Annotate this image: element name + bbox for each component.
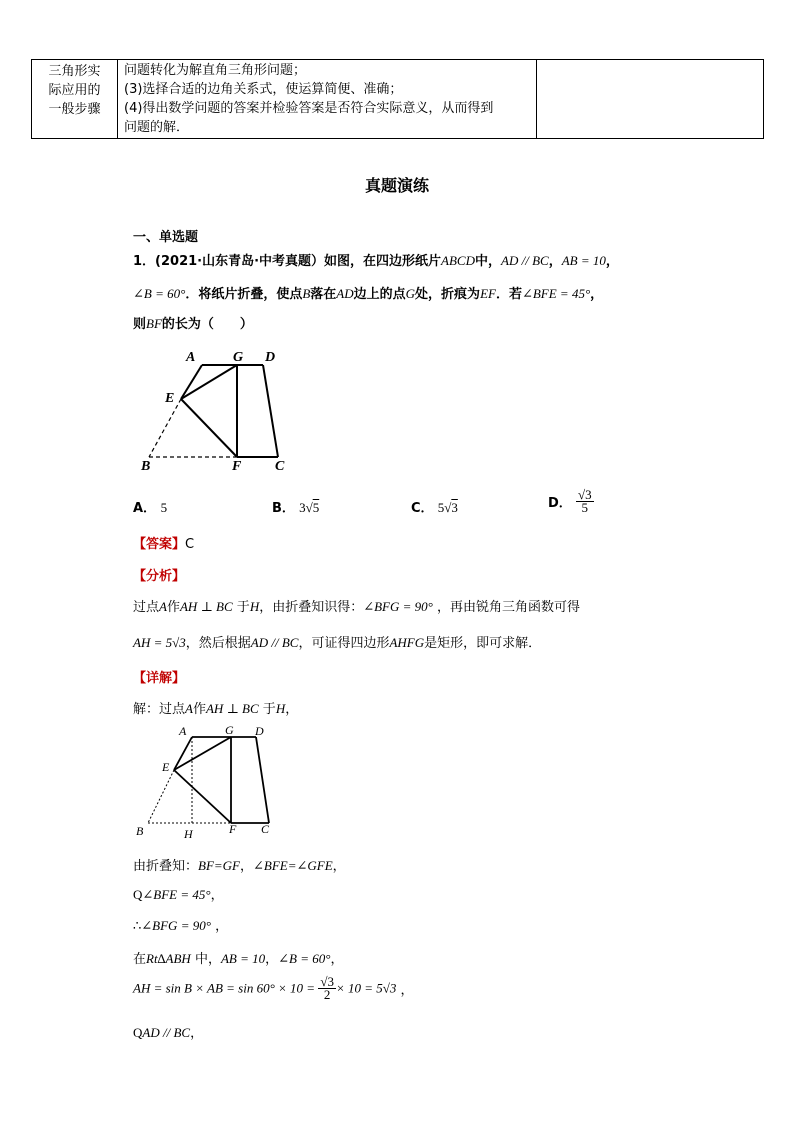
point-label: G bbox=[233, 350, 244, 365]
answer-line: 【答案】C bbox=[133, 537, 195, 552]
option-b: B． 3√5 bbox=[272, 500, 320, 516]
table-empty-cell bbox=[537, 60, 764, 139]
table-label-line: 三角形实 bbox=[48, 64, 101, 79]
point-label: D bbox=[255, 724, 264, 738]
step-line-5: AH = sin B × AB = sin 60° × 10 = $\frac{√3}{2}$ × 10 = 5√3 ， bbox=[133, 974, 414, 1002]
analysis-line-1: 过点A作AH ⊥ BC 于H，由折叠知识得：∠BFG = 90° ，再由锐角三角函数可得 bbox=[133, 599, 581, 615]
question-line-1: 1．(2021·山东青岛·中考真题）如图，在四边形纸片ABCD中，AD // BC，AB = 10， bbox=[133, 253, 619, 269]
point-label: F bbox=[232, 459, 242, 474]
detail-tag: 【详解】 bbox=[133, 671, 186, 686]
point-label: H bbox=[184, 827, 193, 841]
subsection-heading: 一、单选题 bbox=[133, 230, 199, 245]
step-line-2: Q∠BFE = 45°， bbox=[133, 887, 224, 903]
point-label: G bbox=[225, 723, 234, 737]
point-label: A bbox=[179, 724, 187, 738]
steps-table bbox=[31, 59, 764, 139]
table-content-cell bbox=[118, 60, 537, 139]
quadrilateral-figure-2 bbox=[130, 723, 280, 841]
table-label-line: 一般步骤 bbox=[48, 102, 101, 117]
step-line-6: QAD // BC， bbox=[133, 1025, 204, 1041]
table-content-line: (4)得出数学问题的答案并检验答案是否符合实际意义，从而得到 bbox=[124, 101, 494, 116]
step-line-1: 由折叠知：BF=GF，∠BFE=∠GFE， bbox=[133, 858, 346, 874]
point-label: D bbox=[265, 350, 276, 365]
point-label: E bbox=[162, 760, 170, 774]
point-label: F bbox=[229, 822, 237, 836]
option-d: D． $\frac{√3}{5}$ bbox=[548, 487, 592, 515]
analysis-line-2: AH = 5√3，然后根据AD // BC，可证得四边形AHFG是矩形，即可求解． bbox=[133, 635, 542, 651]
point-label: A bbox=[186, 350, 196, 365]
point-label: E bbox=[165, 391, 175, 406]
option-c: C． 5√3 bbox=[411, 500, 458, 516]
point-label: C bbox=[275, 459, 285, 474]
question-line-2: ∠B = 60°．将纸片折叠，使点B落在AD边上的点G处，折痕为EF．若∠BFE = 45°， bbox=[133, 286, 604, 302]
table-content-line: (3)选择合适的边角关系式，使运算简便、准确； bbox=[124, 82, 403, 97]
table-content-line: 问题的解． bbox=[124, 120, 190, 135]
analysis-tag: 【分析】 bbox=[133, 569, 186, 584]
point-label: B bbox=[141, 459, 151, 474]
step-line-3: ∴∠BFG = 90° ， bbox=[133, 918, 229, 934]
question-line-3: 则BF的长为（ ） bbox=[133, 316, 253, 332]
point-label: B bbox=[136, 824, 144, 838]
option-a: A． 5 bbox=[133, 500, 168, 516]
section-title: 真题演练 bbox=[364, 176, 429, 195]
detail-line-1: 解：过点A作AH ⊥ BC 于H， bbox=[133, 701, 299, 717]
table-label-line: 际应用的 bbox=[48, 83, 101, 98]
table-content-line: 问题转化为解直角三角形问题； bbox=[124, 63, 307, 78]
point-label: C bbox=[261, 822, 270, 836]
table-label-cell bbox=[32, 60, 118, 139]
step-line-4: 在Rt∆ABH 中，AB = 10，∠B = 60°， bbox=[133, 951, 344, 967]
quadrilateral-figure-1 bbox=[138, 346, 298, 474]
